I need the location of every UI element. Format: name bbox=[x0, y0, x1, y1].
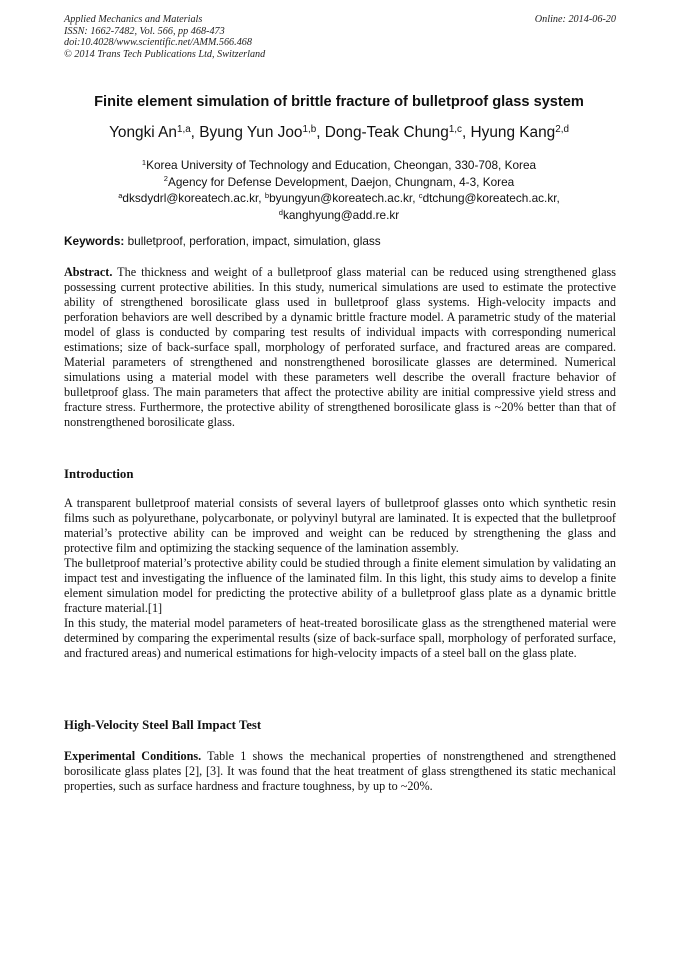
email-line-1 bbox=[0, 191, 678, 208]
affiliations bbox=[0, 158, 678, 224]
keywords bbox=[64, 234, 616, 248]
abstract bbox=[64, 265, 616, 430]
author-separator: , bbox=[316, 124, 325, 141]
section-heading: High-Velocity Steel Ball Impact Test bbox=[64, 718, 262, 732]
affiliation-mark: 2 bbox=[163, 174, 168, 184]
journal-doi: doi:10.4028/www.scientific.net/AMM.566.468 bbox=[64, 37, 252, 48]
author-list bbox=[0, 124, 678, 142]
author-separator: , bbox=[190, 124, 200, 141]
online-date: Online: 2014-06-20 bbox=[534, 14, 616, 25]
email-mark: a bbox=[118, 191, 123, 201]
affiliation-text: Agency for Defense Development, Daejon, Chungnam, 4-3, Korea bbox=[167, 174, 515, 189]
abstract-label: Abstract. bbox=[64, 265, 113, 279]
experimental-conditions bbox=[64, 749, 616, 794]
subsection-label: Experimental Conditions. bbox=[64, 749, 202, 763]
author-affiliation-mark: 1,b bbox=[302, 123, 317, 135]
email-address: dtchung@koreatech.ac.kr, bbox=[422, 191, 560, 206]
affiliation-mark: 1 bbox=[141, 157, 147, 167]
paragraph: A transparent bulletproof material consists of several layers of bulletproof glasses onto which synthetic resin films such as polyurethane, polycarbonate, or polyvinyl butyral are laminated. It is expected that the bulletproof material’s protective ability can be improved and weight can be reduced by strengthening the glass and protective film and optimizing the stacking sequence of the lamination assembly. bbox=[64, 496, 616, 555]
author-name: Hyung Kang bbox=[470, 124, 556, 141]
author-affiliation-mark: 1,a bbox=[176, 123, 191, 135]
affiliation-text: Korea University of Technology and Education, Cheongan, 330-708, Korea bbox=[146, 158, 537, 172]
affiliation-2 bbox=[0, 175, 678, 192]
author-affiliation-mark: 2,d bbox=[555, 123, 569, 135]
introduction-heading: Introduction bbox=[64, 467, 134, 481]
email-address: dksdydrl@koreatech.ac.kr, bbox=[122, 191, 265, 206]
journal-issn: ISSN: 1662-7482, Vol. 566, pp 468-473 bbox=[64, 25, 225, 37]
affiliation-1 bbox=[0, 158, 678, 175]
author-name: Dong-Teak Chung bbox=[324, 124, 449, 141]
paper-title: Finite element simulation of brittle fracture of bulletproof glass system bbox=[94, 94, 584, 110]
email-mark: d bbox=[278, 207, 283, 217]
paragraph: The bulletproof material’s protective ability could be studied through a finite element simulation by validating an impact test and investigating the influence of the laminated film. In this light, this study aims to develop a finite element simulation model for predicting the protective ability of a bulletproof glass plate as a dynamic brittle fracture material.[1] bbox=[64, 556, 617, 615]
abstract-text: The thickness and weight of a bulletproof glass material can be reduced using strengthened glass possessing current protective abilities. In this study, numerical simulations are used to estimate the protective ability of strengthened borosilicate glass used in bulletproof glass systems. High-velocity impacts and perforation behaviors are well described by a dynamic brittle fracture model. A parametric study of the material model of glass is conducted by comparing test results of individual impacts with corresponding numerical estimations; size of back-surface spall, morphology of perforated surface, and fractured areas are compared. Material parameters of strengthened and nonstrengthened borosilicate glasses are determined. Numerical simulations using a material model with these parameters well describe the overall fracture behavior of bulletproof glass. The main parameters that affect the protective ability are initial compressive yield stress and fracture stress. Furthermore, the protective ability of strengthened borosilicate glass is ~20% better than that of nonstrengthened borosilicate glass. bbox=[64, 265, 616, 429]
author-affiliation-mark: 1,c bbox=[448, 123, 462, 135]
journal-name: Applied Mechanics and Materials bbox=[64, 14, 203, 25]
email-mark: c bbox=[418, 191, 423, 201]
journal-header bbox=[64, 14, 265, 60]
paragraph: In this study, the material model parameters of heat-treated borosilicate glass as the strengthened material were determined by comparing the experimental results (size of back-surface spall, morphology of perforated surface, and fractured areas) and numerical estimations for high-velocity impacts of a steel ball on the glass plate. bbox=[64, 616, 616, 660]
keywords-label: Keywords: bbox=[64, 234, 125, 248]
email-line-2 bbox=[0, 208, 678, 225]
author-name: Yongki An bbox=[109, 124, 177, 141]
email-address: byungyun@koreatech.ac.kr, bbox=[269, 191, 419, 206]
author-separator: , bbox=[461, 124, 471, 141]
introduction-body bbox=[64, 496, 616, 661]
keywords-text: bulletproof, perforation, impact, simulation, glass bbox=[124, 234, 381, 248]
journal-copyright: © 2014 Trans Tech Publications Ltd, Switzerland bbox=[64, 48, 266, 60]
email-address: kanghyung@add.re.kr bbox=[282, 207, 400, 222]
subsection-text: Table 1 shows the mechanical properties of nonstrengthened and strengthened borosilicate glass plates [2], [3]. It was found that the heat treatment of glass strengthened its static mechanical properties, such as surface hardness and fracture toughness, by up to ~20%. bbox=[64, 749, 616, 793]
author-name: Byung Yun Joo bbox=[199, 124, 303, 141]
email-mark: b bbox=[264, 191, 270, 201]
